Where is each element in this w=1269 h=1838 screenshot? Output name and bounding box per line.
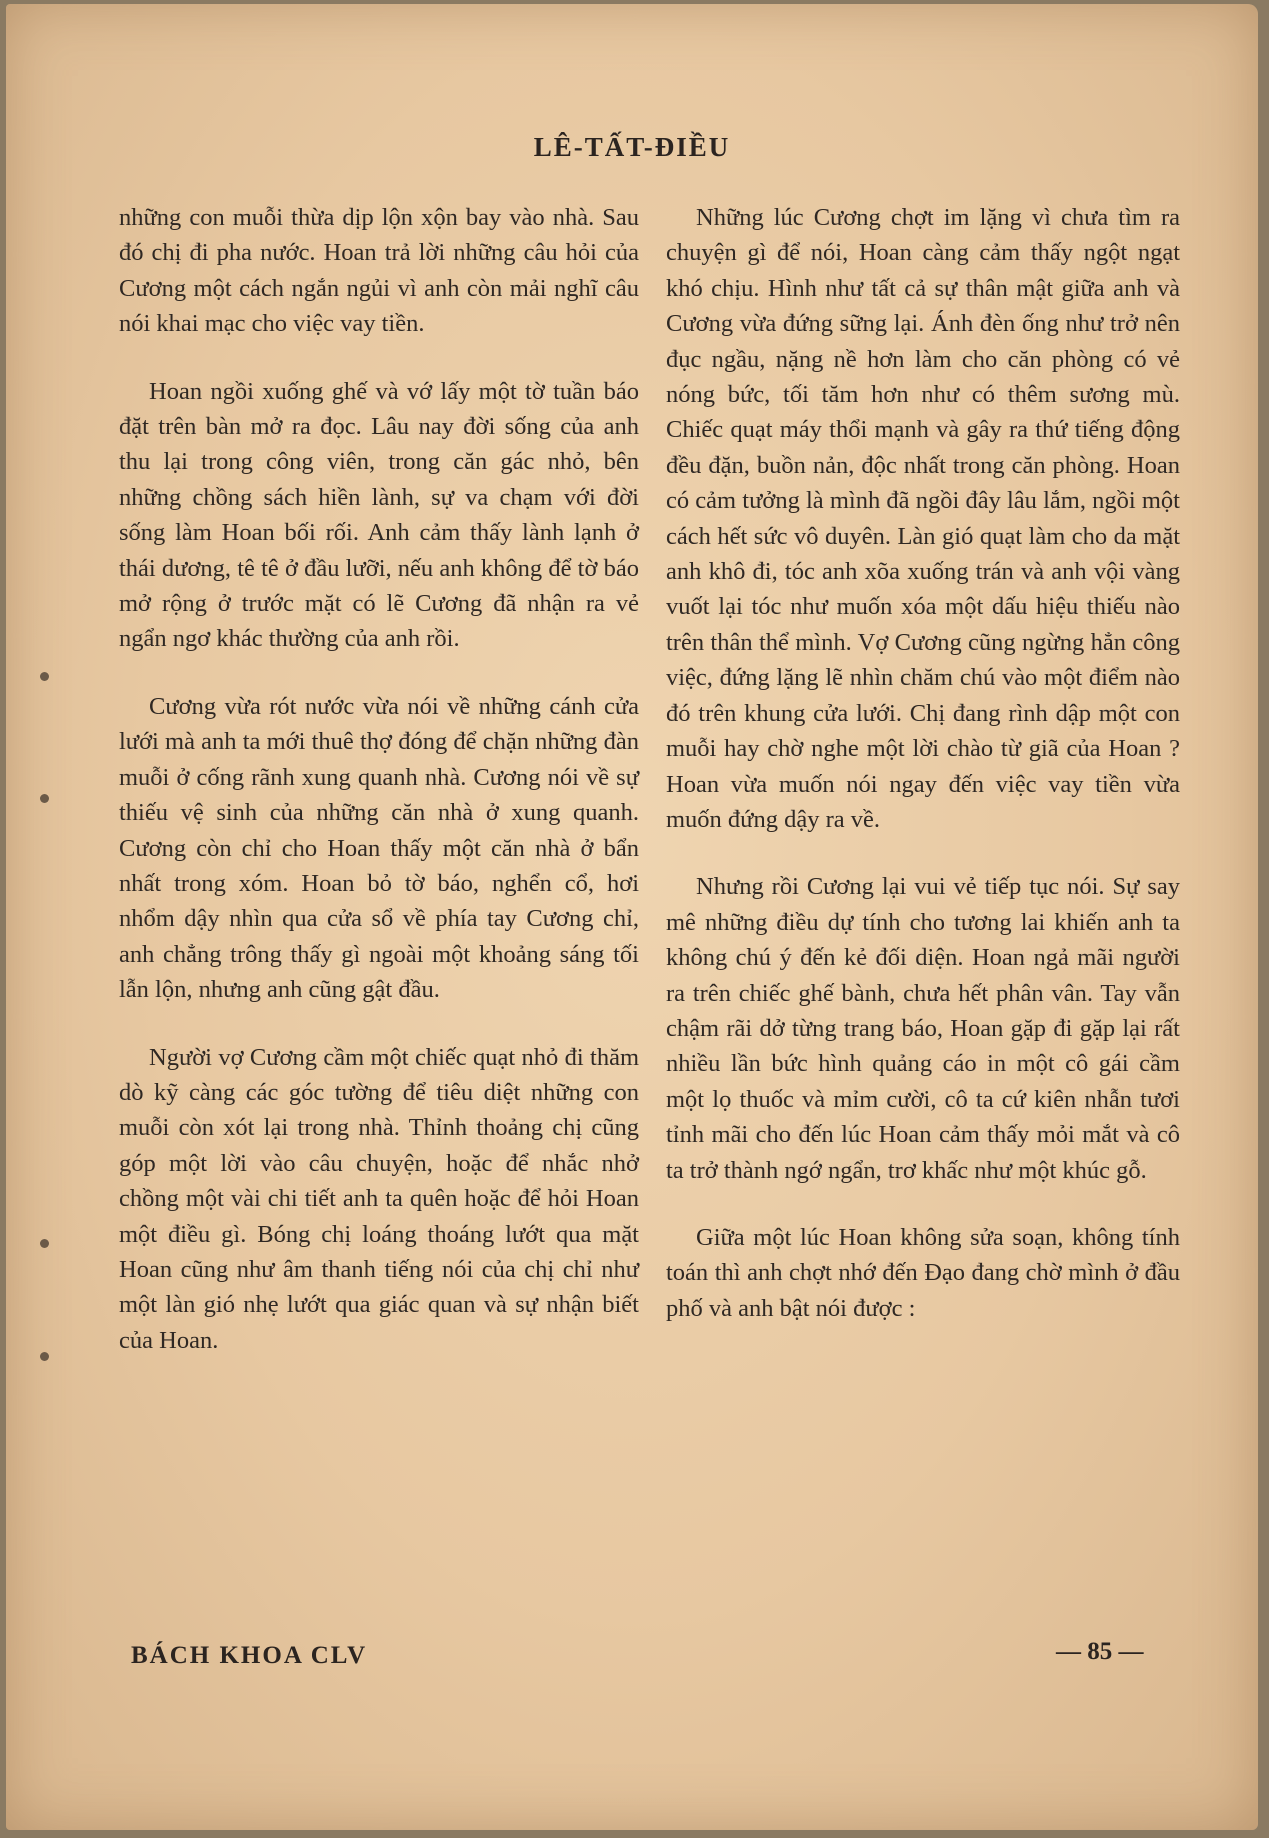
paragraph: Hoan ngồi xuống ghế và vớ lấy một tờ tuần báo đặt trên bàn mở ra đọc. Lâu nay đời sống của anh thu lại trong công viên, trong căn gác nhỏ, bên những chồng sách hiền lành, sự va chạm với đời sống làm Hoan bối rối. Anh cảm thấy lành lạnh ở thái dương, tê tê ở đầu lưỡi, nếu anh không để tờ báo mở rộng ở trước mặt có lẽ Cương đã nhận ra vẻ ngẩn ngơ khác thường của anh rồi. — [119, 377, 639, 653]
paragraph: Cương vừa rót nước vừa nói về những cánh cửa lưới mà anh ta mới thuê thợ đóng để chặn những đàn muỗi ở cống rãnh xung quanh nhà. Cương nói về sự thiếu vệ sinh của những căn nhà ở xung quanh. Cương còn chỉ cho Hoan thấy một căn nhà ở bẩn nhất trong xóm. Hoan bỏ tờ báo, nghển cổ, hơi nhổm dậy nhìn qua cửa sổ về phía tay Cương chỉ, anh chẳng trông thấy gì ngoài một khoảng sáng tối lẫn lộn, nhưng anh cũng gật đầu. — [119, 692, 639, 1004]
left-text-column — [119, 200, 639, 1390]
binding-hole — [40, 672, 49, 681]
binding-hole — [40, 1239, 49, 1248]
paragraph: những con muỗi thừa dịp lộn xộn bay vào nhà. Sau đó chị đi pha nước. Hoan trả lời những câu hỏi của Cương một cách ngắn ngủi vì anh còn mải nghĩ câu nói khai mạc cho việc vay tiền. — [119, 204, 639, 338]
paragraph: Người vợ Cương cầm một chiếc quạt nhỏ đi thăm dò kỹ càng các góc tường để tiêu diệt những con muỗi còn xót lại trong nhà. Thỉnh thoảng chị cũng góp một lời vào câu chuyện, hoặc để nhắc nhở chồng một vài chi tiết anh ta quên hoặc để hỏi Hoan một điều gì. Bóng chị loáng thoáng lướt qua mặt Hoan cũng như âm thanh tiếng nói của chị chỉ như một làn gió nhẹ lướt qua giác quan và sự nhận biết của Hoan. — [119, 1043, 639, 1354]
footer-publication: BÁCH KHOA CLV — [131, 1642, 368, 1669]
paragraph: Nhưng rồi Cương lại vui vẻ tiếp tục nói. Sự say mê những điều dự tính cho tương lai khiến anh ta không chú ý đến kẻ đối diện. Hoan ngả mãi người ra trên chiếc ghế bành, chưa hết phân vân. Tay vẫn chậm rãi dở từng trang báo, Hoan gặp đi gặp lại rất nhiều lần bức hình quảng cáo in một cô gái cầm một lọ thuốc và mỉm cười, cô ta cứ kiên nhẫn tươi tỉnh mãi cho đến lúc Hoan cảm thấy mỏi mắt và cô ta trở thành ngớ ngẩn, trơ khấc như một khúc gỗ. — [666, 873, 1180, 1184]
paragraph: Giữa một lúc Hoan không sửa soạn, không tính toán thì anh chợt nhớ đến Đạo đang chờ mình ở đầu phố và anh bật nói được : — [666, 1223, 1180, 1322]
running-head-author: LÊ-TẤT-ĐIỀU — [533, 132, 731, 162]
binding-hole — [40, 794, 49, 803]
paragraph: Những lúc Cương chợt im lặng vì chưa tìm ra chuyện gì để nói, Hoan càng cảm thấy ngột ngạt khó chịu. Hình như tất cả sự thân mật giữa anh và Cương vừa đứng sững lại. Ánh đèn ống như trở nên đục ngầu, nặng nề hơn làm cho căn phòng có vẻ nóng bức, tối tăm hơn như có thêm sương mù. Chiếc quạt máy thổi mạnh và gây ra thứ tiếng động đều đặn, buồn nản, độc nhất trong căn phòng. Hoan có cảm tưởng là mình đã ngồi đây lâu lắm, ngồi một cách hết sức vô duyên. Làn gió quạt làm cho da mặt anh khô đi, tóc anh xõa xuống trán và anh vội vàng vuốt lại tóc như muốn xóa một dấu hiệu thiếu nào trên thân thể mình. Vợ Cương cũng ngừng hẳn công việc, đứng lặng lẽ nhìn chăm chú vào một điểm nào đó trên khung cửa lưới. Chị đang rình dập một con muỗi hay chờ nghe một lời chào từ giã của Hoan ? Hoan vừa muốn nói ngay đến việc vay tiền vừa muốn đứng dậy ra về. — [666, 204, 1180, 833]
binding-hole — [40, 1352, 49, 1361]
magazine-page — [6, 4, 1258, 1830]
page-number: — 85 — — [1056, 1638, 1144, 1665]
right-text-column — [666, 200, 1180, 1358]
